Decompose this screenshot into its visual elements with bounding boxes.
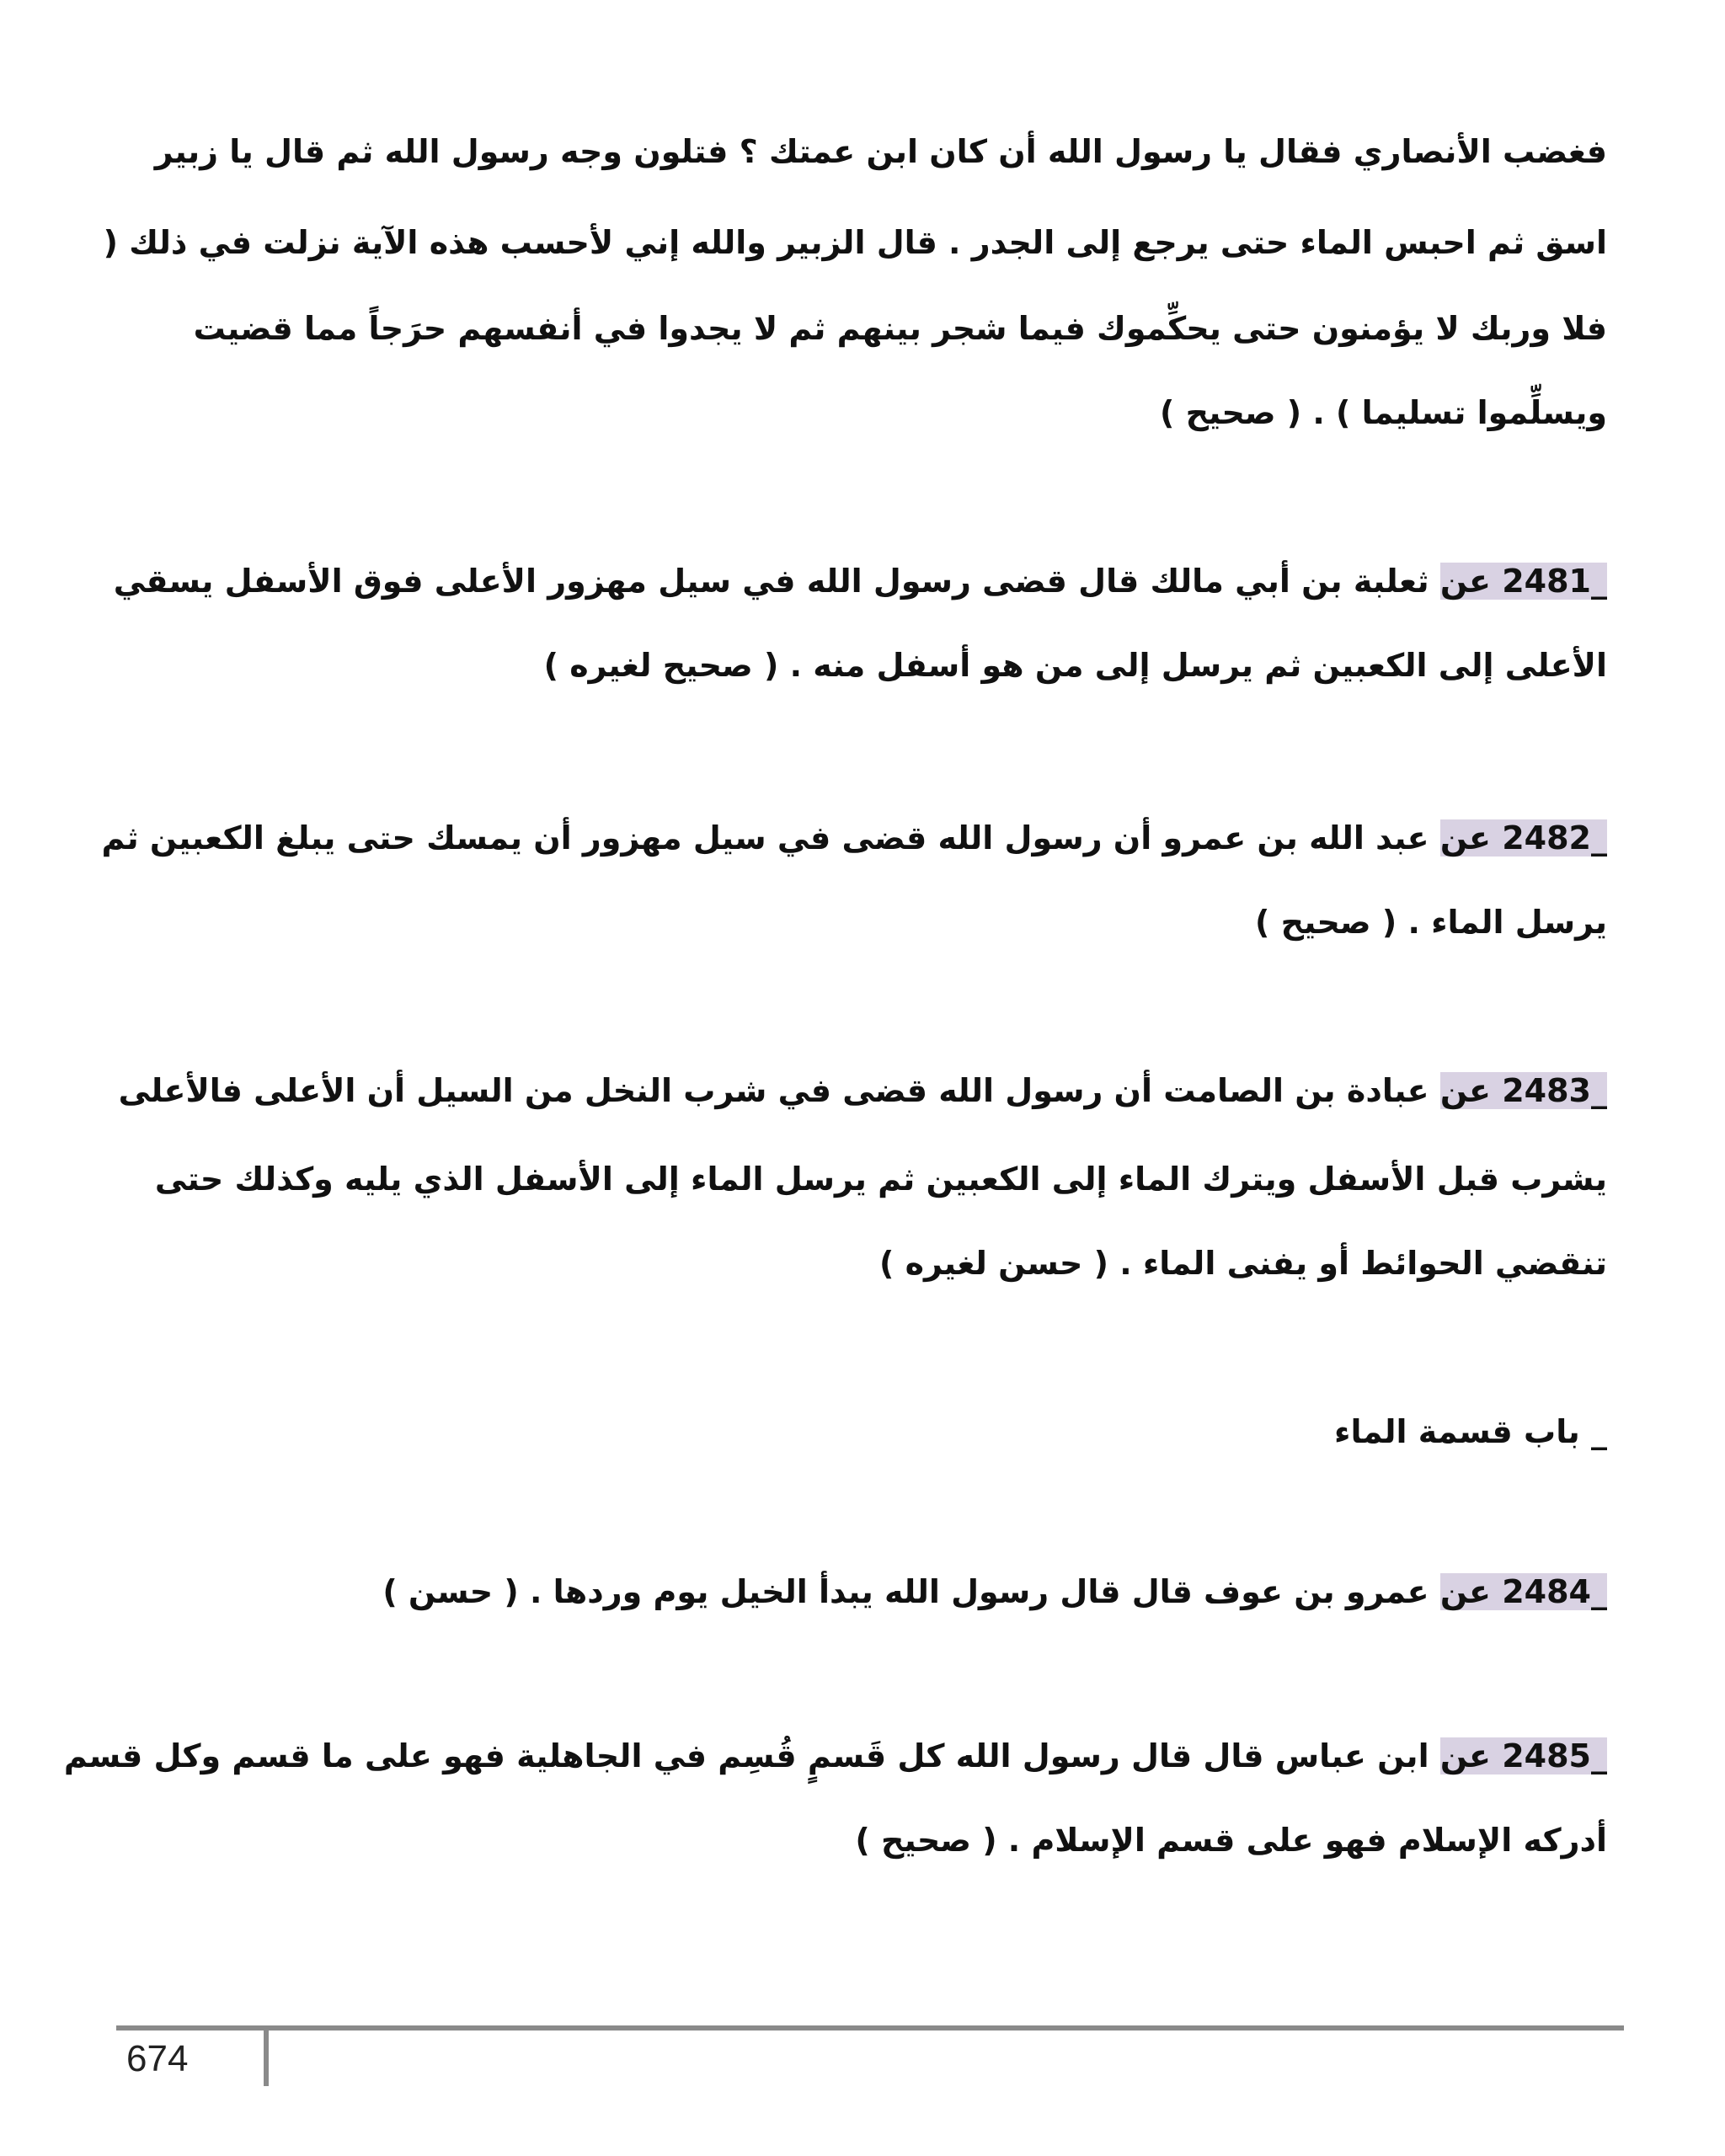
footer-divider-tick (264, 2031, 269, 2086)
hadith-text: ثعلبة بن أبي مالك قال قضى رسول الله في سيل مهزور الأعلى فوق الأسفل يسقي (113, 563, 1429, 600)
text-line: فلا وربك لا يؤمنون حتى يحكِّموك فيما شجر بينهم ثم لا يجدوا في أنفسهم حرَجاً مما قضيت (193, 310, 1607, 347)
hadith-first-line (119, 1065, 1607, 1116)
page-number: 674 (126, 2038, 189, 2079)
hadith-text: عبد الله بن عمرو أن رسول الله قضى في سيل مهزور أن يمسك حتى يبلغ الكعبين ثم (101, 819, 1429, 857)
hadith-number-highlight (1440, 819, 1607, 857)
hadith-number-highlight (1440, 563, 1607, 600)
text-line: أدركه الإسلام فهو على قسم الإسلام . ( صحيح ) (855, 1822, 1607, 1859)
chapter-heading: _ باب قسمة الماء (1334, 1413, 1607, 1450)
hadith-first-line (64, 1731, 1607, 1781)
text-line: يشرب قبل الأسفل ويترك الماء إلى الكعبين ثم يرسل الماء إلى الأسفل الذي يليه وكذلك حتى (154, 1161, 1607, 1198)
text-line: اسق ثم احبس الماء حتى يرجع إلى الجدر . قال الزبير والله إني لأحسب هذه الآية نزلت في ذلك ( (103, 224, 1607, 261)
hadith-text: عبادة بن الصامت أن رسول الله قضى في شرب النخل من السيل أن الأعلى فالأعلى (118, 1072, 1429, 1109)
hadith-first-line (102, 813, 1607, 863)
hadith-number: 2483_ (1502, 1072, 1607, 1109)
hadith-text: عمرو بن عوف قال قال رسول الله يبدأ الخيل يوم وردها . ( حسن ) (382, 1573, 1429, 1610)
hadith-number: 2484_ (1502, 1573, 1607, 1610)
hadith-lead: عن (1439, 1737, 1491, 1774)
text-line: ويسلِّموا تسليما ) . ( صحيح ) (1159, 394, 1607, 431)
text-line: الأعلى إلى الكعبين ثم يرسل إلى من هو أسفل منه . ( صحيح لغيره ) (543, 647, 1607, 684)
hadith-lead: عن (1439, 1072, 1491, 1109)
hadith-number-highlight (1440, 1573, 1607, 1610)
text-line: فغضب الأنصاري فقال يا رسول الله أن كان ابن عمتك ؟ فتلون وجه رسول الله ثم قال يا زبير (154, 133, 1607, 170)
hadith-first-line (382, 1566, 1607, 1617)
hadith-number-highlight (1440, 1072, 1607, 1109)
hadith-number-highlight (1440, 1737, 1607, 1774)
text-line: يرسل الماء . ( صحيح ) (1255, 904, 1607, 941)
text-line: تنقضي الحوائط أو يفنى الماء . ( حسن لغيره ) (879, 1245, 1607, 1282)
hadith-text: ابن عباس قال قال رسول الله كل قَسمٍ قُسِم في الجاهلية فهو على ما قسم وكل قسم (63, 1737, 1429, 1774)
hadith-lead: عن (1439, 1573, 1491, 1610)
hadith-lead: عن (1439, 563, 1491, 600)
hadith-number: 2481_ (1502, 563, 1607, 600)
hadith-first-line (114, 556, 1607, 606)
hadith-number: 2485_ (1502, 1737, 1607, 1774)
hadith-lead: عن (1439, 819, 1491, 857)
hadith-number: 2482_ (1502, 819, 1607, 857)
footer-rule (116, 2025, 1624, 2031)
